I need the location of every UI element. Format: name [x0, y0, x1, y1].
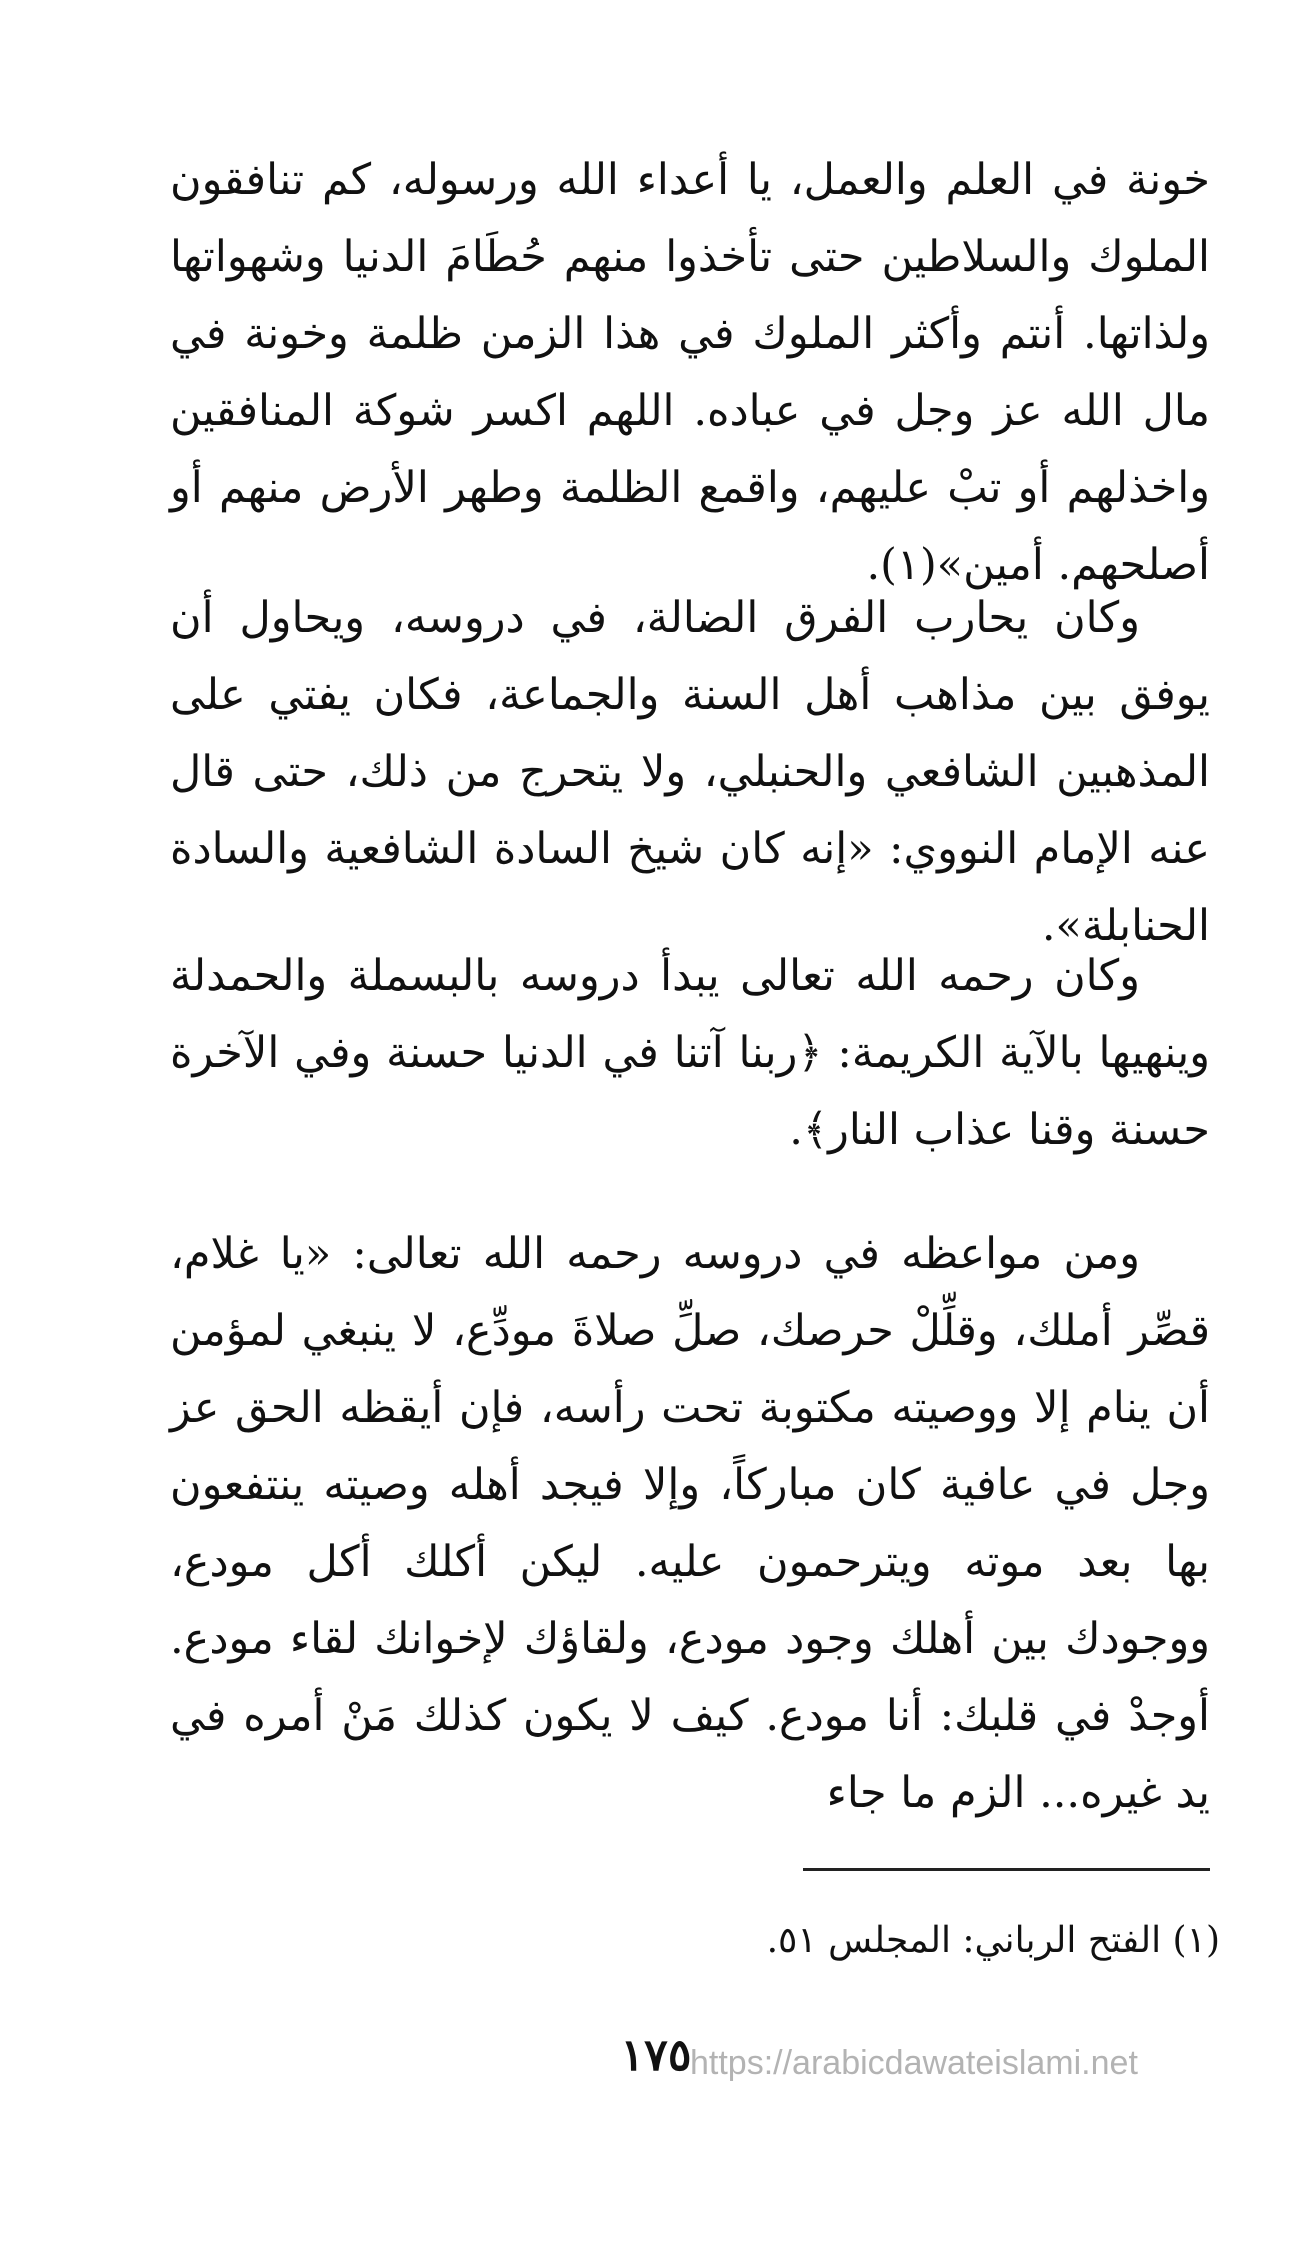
watermark-url: https://arabicdawateislami.net: [690, 2044, 1138, 2082]
footnote-separator: [803, 1868, 1210, 1871]
paragraph-3: وكان رحمه الله تعالى يبدأ دروسه بالبسملة والحمدلة وينهيها بالآية الكريمة: ﴿ربنا آتنا في الدنيا حسنة وفي الآخرة حسنة وقنا عذاب النار﴾.: [170, 951, 1210, 1155]
paragraph-4: ومن مواعظه في دروسه رحمه الله تعالى: «يا غلام، قصِّر أملك، وقلِّلْ حرصك، صلِّ صلاةَ مودِّع، لا ينبغي لمؤمن أن ينام إلا ووصيته مكتوبة تحت رأسه، فإن أيقظه الحق عز وجل في عافية كان مباركاً، وإلا فيجد أهله وصيته ينتفعون بها بعد موته ويترحمون عليه. ليكن أكلك أكل مودع، ووجودك بين أهلك وجود مودع، ولقاؤك لإخوانك لقاء مودع. أوجدْ في قلبك: أنا مودع. كيف لا يكون كذلك مَنْ أمره في يد غيره... الزم ما جاء: [170, 1229, 1210, 1818]
paragraph-1: خونة في العلم والعمل، يا أعداء الله ورسوله، كم تنافقون الملوك والسلاطين حتى تأخذوا منهم حُطَامَ الدنيا وشهواتها ولذاتها. أنتم وأكثر الملوك في هذا الزمن ظلمة وخونة في مال الله عز وجل في عباده. اللهم اكسر شوكة المنافقين واخذلهم أو تبْ عليهم، واقمع الظلمة وطهر الأرض منهم أو أصلحهم. أمين»(١).: [170, 155, 1210, 590]
paragraph-2: وكان يحارب الفرق الضالة، في دروسه، ويحاول أن يوفق بين مذاهب أهل السنة والجماعة، فكان يفتي على المذهبين الشافعي والحنبلي، ولا يتحرج من ذلك، حتى قال عنه الإمام النووي: «إنه كان شيخ السادة الشافعية والسادة الحنابلة».: [170, 593, 1210, 951]
footnote: (١) الفتح الرباني: المجلس ٥١.: [766, 1920, 1220, 1961]
page-number: ١٧٥: [620, 2030, 692, 2081]
